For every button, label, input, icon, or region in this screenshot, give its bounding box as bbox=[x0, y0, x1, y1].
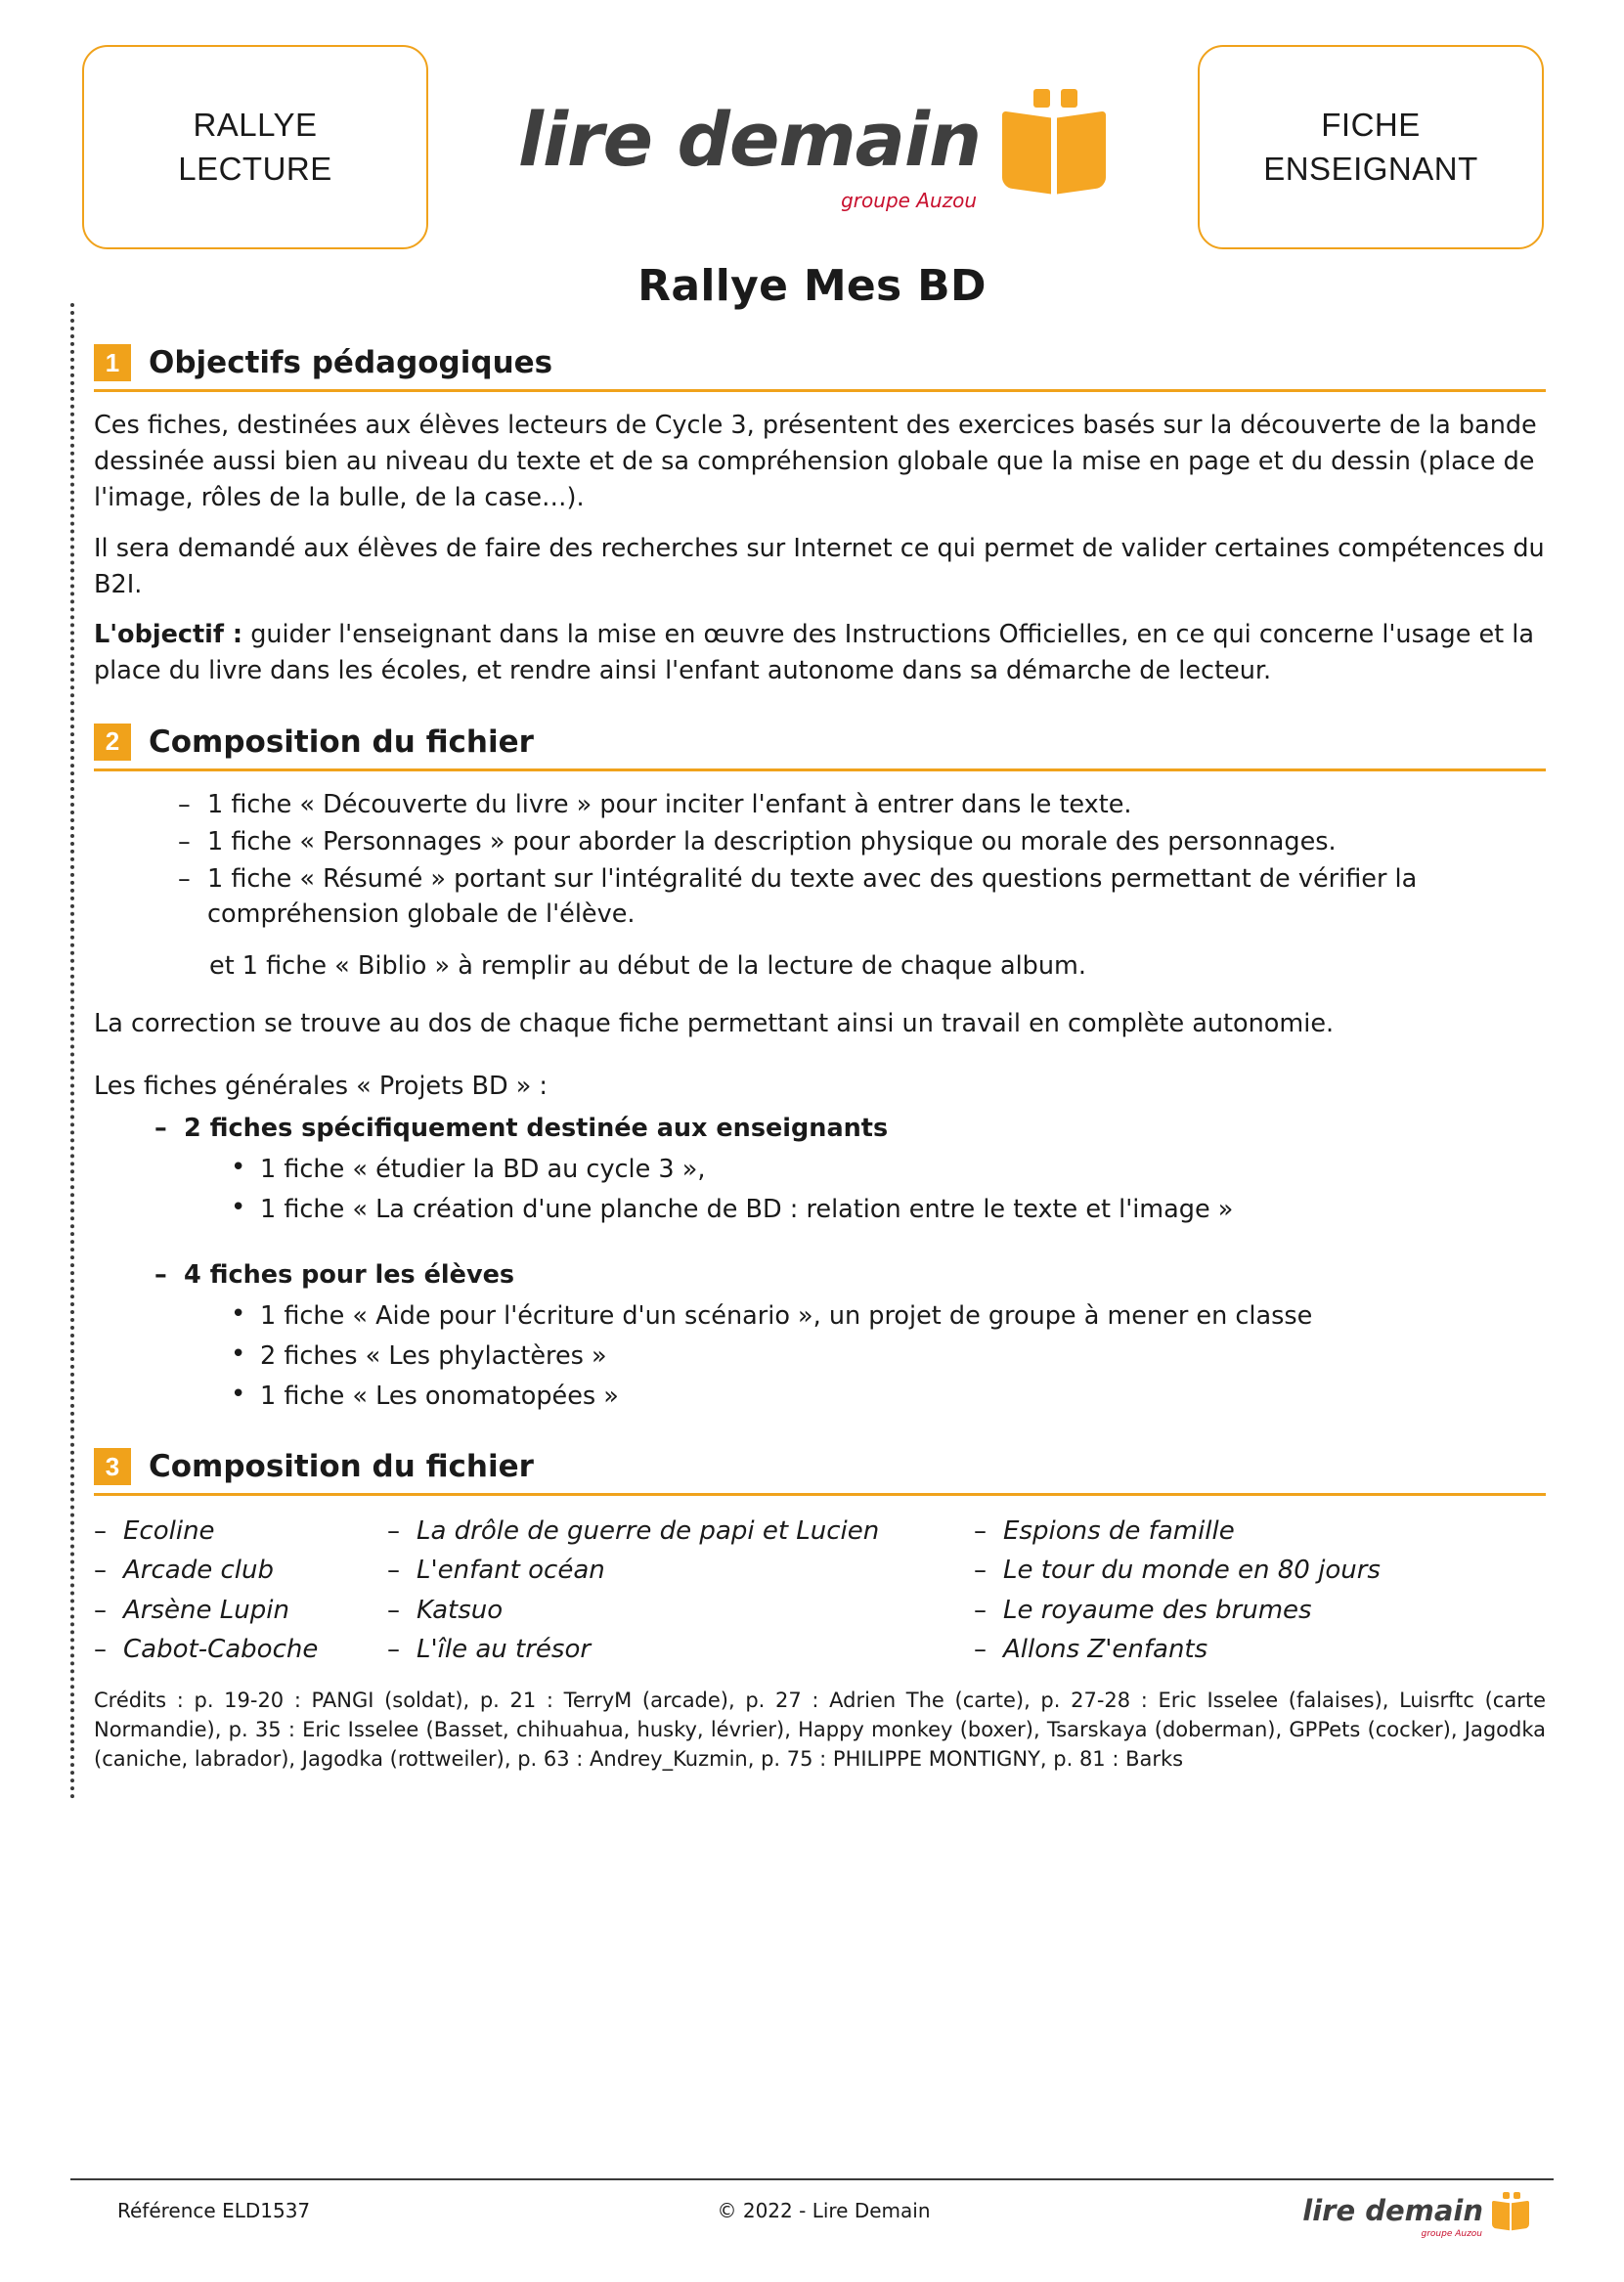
section1-objective-label: L'objectif : bbox=[94, 620, 243, 650]
credits-text: Crédits : p. 19-20 : PANGI (soldat), p. 21 : TerryM (arcade), p. 27 : Adrien The (carte), p. 27-28 : Eric Isselee (falaises), Luisrftc (carte Normandie), p. 35 : Eric Isselee (Basset, chihuahua, husky, lévrier), Happy monkey (boxer), Tsarskaya (doberman), GPPets (cocker), Jagodka (caniche, labrador), Jagodka (rottweiler), p. 63 : Andrey_Kuzmin, p. 75 : PHILIPPE MONTIGNY, p. 81 : Barks bbox=[94, 1689, 1546, 1771]
section-title-3: Composition du fichier bbox=[149, 1449, 534, 1485]
section-number-3: 3 bbox=[94, 1448, 131, 1485]
section2-group2-items bbox=[94, 1298, 1546, 1415]
list-item: • 1 fiche « La création d'une planche de BD : relation entre le texte et l'image » bbox=[231, 1192, 1546, 1228]
brand-logo bbox=[428, 89, 1198, 212]
list-item: – Espions de famille bbox=[974, 1512, 1546, 1551]
section2-group1-heading bbox=[94, 1111, 1546, 1146]
list-item: – Le tour du monde en 80 jours bbox=[974, 1551, 1546, 1590]
badge-rallye-line2: LECTURE bbox=[178, 150, 332, 187]
brand-logo-text bbox=[517, 96, 982, 212]
badge-fiche-enseignant bbox=[1198, 45, 1544, 249]
list-item: – 1 fiche « Personnages » pour aborder la description physique ou morale des personnages. bbox=[178, 824, 1546, 859]
section2-correction-paragraph: La correction se trouve au dos de chaque fiche permettant ainsi un travail en complète autonomie. bbox=[94, 1009, 1335, 1039]
document-body bbox=[70, 344, 1554, 1775]
open-book-icon bbox=[1000, 89, 1108, 191]
brand-logo-name: lire demain bbox=[517, 96, 982, 183]
section-number-1: 1 bbox=[94, 344, 131, 381]
section-number-2: 2 bbox=[94, 724, 131, 761]
book-column-2 bbox=[387, 1512, 974, 1669]
section2-general-intro: Les fiches générales « Projets BD » : bbox=[94, 1071, 549, 1101]
badge-rallye-lecture bbox=[82, 45, 428, 249]
section-title-2: Composition du fichier bbox=[149, 724, 534, 760]
document-header bbox=[70, 47, 1554, 247]
section-rule-1 bbox=[94, 389, 1546, 392]
section-rule-3 bbox=[94, 1493, 1546, 1496]
brand-logo-subtitle: groupe Auzou bbox=[841, 189, 978, 212]
list-item: – 2 fiches spécifiquement destinée aux enseignants bbox=[154, 1111, 1546, 1146]
page-title: Rallye Mes BD bbox=[637, 261, 987, 311]
book-title-list bbox=[94, 1512, 1546, 1669]
badge-rallye-line1: RALLYE bbox=[193, 106, 318, 143]
book-column-3 bbox=[974, 1512, 1546, 1669]
list-item: – Katsuo bbox=[387, 1591, 974, 1630]
list-item: • 1 fiche « Aide pour l'écriture d'un scénario », un projet de groupe à mener en classe bbox=[231, 1298, 1546, 1335]
section-heading-3 bbox=[94, 1448, 1546, 1485]
badge-fiche-line1: FICHE bbox=[1321, 106, 1421, 143]
document-footer bbox=[70, 2178, 1554, 2239]
list-item: – L'île au trésor bbox=[387, 1630, 974, 1669]
section2-biblio-note: et 1 fiche « Biblio » à remplir au début de la lecture de chaque album. bbox=[209, 951, 1086, 982]
list-item: – Le royaume des brumes bbox=[974, 1591, 1546, 1630]
list-item: – Allons Z'enfants bbox=[974, 1630, 1546, 1669]
footer-logo bbox=[1064, 2192, 1554, 2239]
section-rule-2 bbox=[94, 768, 1546, 771]
list-item: – 1 fiche « Découverte du livre » pour inciter l'enfant à entrer dans le texte. bbox=[178, 787, 1546, 822]
section1-paragraph-1: Ces fiches, destinées aux élèves lecteurs de Cycle 3, présentent des exercices basés sur la découverte de la bande dessinée aussi bien au niveau du texte et de sa compréhension globale que la mise en page et du dessin (place de l'image, rôles de la bulle, de la case…). bbox=[94, 411, 1537, 513]
section-heading-1 bbox=[94, 344, 1546, 381]
section1-objective-text: guider l'enseignant dans la mise en œuvre des Instructions Officielles, en ce qui concerne l'usage et la place du livre dans les écoles, et rendre ainsi l'enfant autonome dans sa démarche de lecteur. bbox=[94, 620, 1534, 686]
section2-group1-items bbox=[94, 1152, 1546, 1228]
list-item: – 4 fiches pour les élèves bbox=[154, 1257, 1546, 1293]
footer-divider bbox=[70, 2178, 1554, 2180]
footer-logo-name: lire demain bbox=[1302, 2194, 1484, 2227]
footer-logo-subtitle: groupe Auzou bbox=[1421, 2229, 1483, 2239]
list-item: – La drôle de guerre de papi et Lucien bbox=[387, 1512, 974, 1551]
footer-copyright: © 2022 - Lire Demain bbox=[717, 2199, 931, 2222]
section2-group2-heading bbox=[94, 1257, 1546, 1293]
section-title-1: Objectifs pédagogiques bbox=[149, 345, 553, 380]
footer-reference: Référence ELD1537 bbox=[117, 2199, 311, 2222]
section1-paragraph-2: Il sera demandé aux élèves de faire des recherches sur Internet ce qui permet de valider certaines compétences du B2I. bbox=[94, 533, 1545, 599]
badge-fiche-line2: ENSEIGNANT bbox=[1263, 150, 1478, 187]
section2-fiche-list bbox=[94, 787, 1546, 933]
dotted-divider bbox=[70, 303, 74, 1800]
list-item: – 1 fiche « Résumé » portant sur l'intégralité du texte avec des questions permettant de vérifier la compréhension globale de l'élève. bbox=[178, 861, 1546, 932]
book-column-1 bbox=[94, 1512, 387, 1669]
list-item: • 1 fiche « étudier la BD au cycle 3 », bbox=[231, 1152, 1546, 1188]
list-item: – Cabot-Caboche bbox=[94, 1630, 387, 1669]
list-item: – Ecoline bbox=[94, 1512, 387, 1551]
open-book-icon bbox=[1491, 2192, 1530, 2229]
section-heading-2 bbox=[94, 724, 1546, 761]
list-item: – Arcade club bbox=[94, 1551, 387, 1590]
section1-objective bbox=[94, 617, 1546, 689]
list-item: • 2 fiches « Les phylactères » bbox=[231, 1338, 1546, 1375]
list-item: – Arsène Lupin bbox=[94, 1591, 387, 1630]
list-item: – L'enfant océan bbox=[387, 1551, 974, 1590]
footer-logo-text bbox=[1302, 2194, 1484, 2239]
list-item: • 1 fiche « Les onomatopées » bbox=[231, 1379, 1546, 1415]
